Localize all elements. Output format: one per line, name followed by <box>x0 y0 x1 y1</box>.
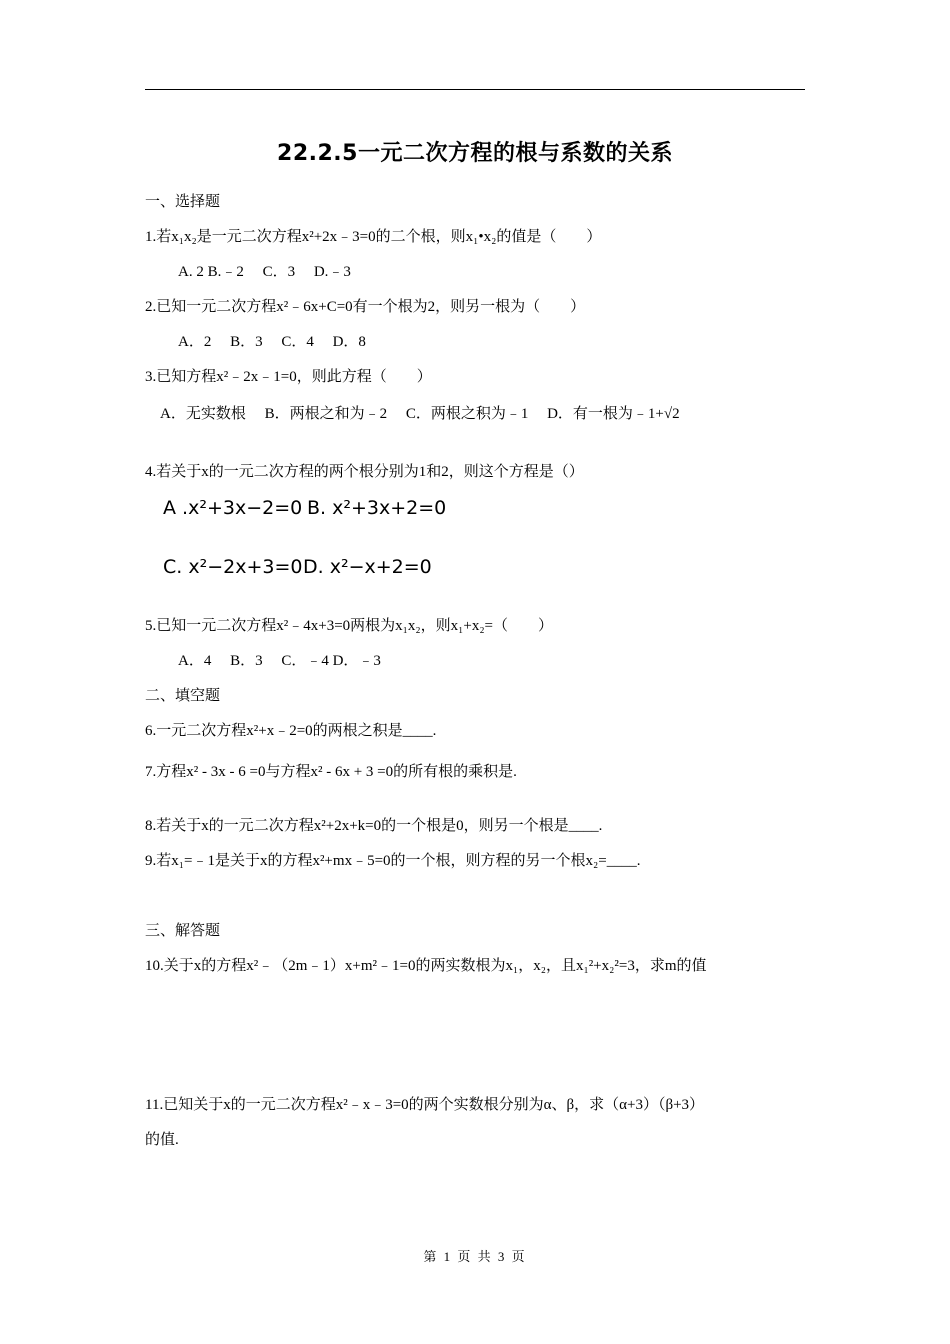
question-4-option-b: B. x²+3x+2=0 <box>307 497 447 519</box>
question-4-option-c: C. x²−2x+3=0 <box>163 556 303 578</box>
question-4: 4.若关于x的一元二次方程的两个根分别为1和2，则这个方程是（） <box>145 464 584 480</box>
question-9: 9.若x₁=﹣1是关于x的方程x²+mx﹣5=0的一个根，则方程的另一个根x₂=____. <box>145 853 641 869</box>
question-6: 6.一元二次方程x²+x﹣2=0的两根之积是____. <box>145 723 437 739</box>
question-4-option-a: A .x²+3x−2=0 <box>163 497 303 519</box>
page-footer: 第 1 页 共 3 页 <box>423 1249 527 1264</box>
question-3: 3.已知方程x²﹣2x﹣1=0，则此方程（ ） <box>145 369 432 385</box>
question-11-line-2: 的值. <box>145 1132 179 1148</box>
question-11-line-1: 11.已知关于x的一元二次方程x²﹣x﹣3=0的两个实数根分别为α、β，求（α+3）（β+3） <box>145 1097 705 1113</box>
question-2-options: A．2 B．3 C．4 D．8 <box>178 334 366 350</box>
question-4-option-d: D. x²−x+2=0 <box>303 556 432 578</box>
question-2: 2.已知一元二次方程x²﹣6x+C=0有一个根为2，则另一根为（ ） <box>145 299 586 315</box>
question-3-options: A．无实数根 B．两根之和为﹣2 C．两根之积为﹣1 D．有一根为﹣1+√2 <box>160 406 680 422</box>
section-heading-answer: 三、解答题 <box>145 923 221 939</box>
page-title: 22.2.5一元二次方程的根与系数的关系 <box>277 141 673 166</box>
header-rule <box>145 89 805 90</box>
question-1-options: A. 2 B.﹣2 C．3 D.﹣3 <box>178 264 351 280</box>
section-heading-choice: 一、选择题 <box>145 194 221 210</box>
question-10: 10.关于x的方程x²﹣（2m﹣1）x+m²﹣1=0的两实数根为x₁，x₂，且x₁²+x₂²=3，求m的值 <box>145 958 707 974</box>
question-8: 8.若关于x的一元二次方程x²+2x+k=0的一个根是0，则另一个根是____. <box>145 818 603 834</box>
question-7: 7.方程x² - 3x - 6 =0与方程x² - 6x + 3 =0的所有根的乘积是. <box>145 764 517 780</box>
section-heading-fill: 二、填空题 <box>145 688 221 704</box>
question-1: 1.若x₁x₂是一元二次方程x²+2x﹣3=0的二个根，则x₁•x₂的值是（ ） <box>145 229 602 245</box>
question-5-options: A．4 B．3 C．﹣4 D．﹣3 <box>178 653 381 669</box>
question-5: 5.已知一元二次方程x²﹣4x+3=0两根为x₁x₂，则x₁+x₂=（ ） <box>145 618 554 634</box>
